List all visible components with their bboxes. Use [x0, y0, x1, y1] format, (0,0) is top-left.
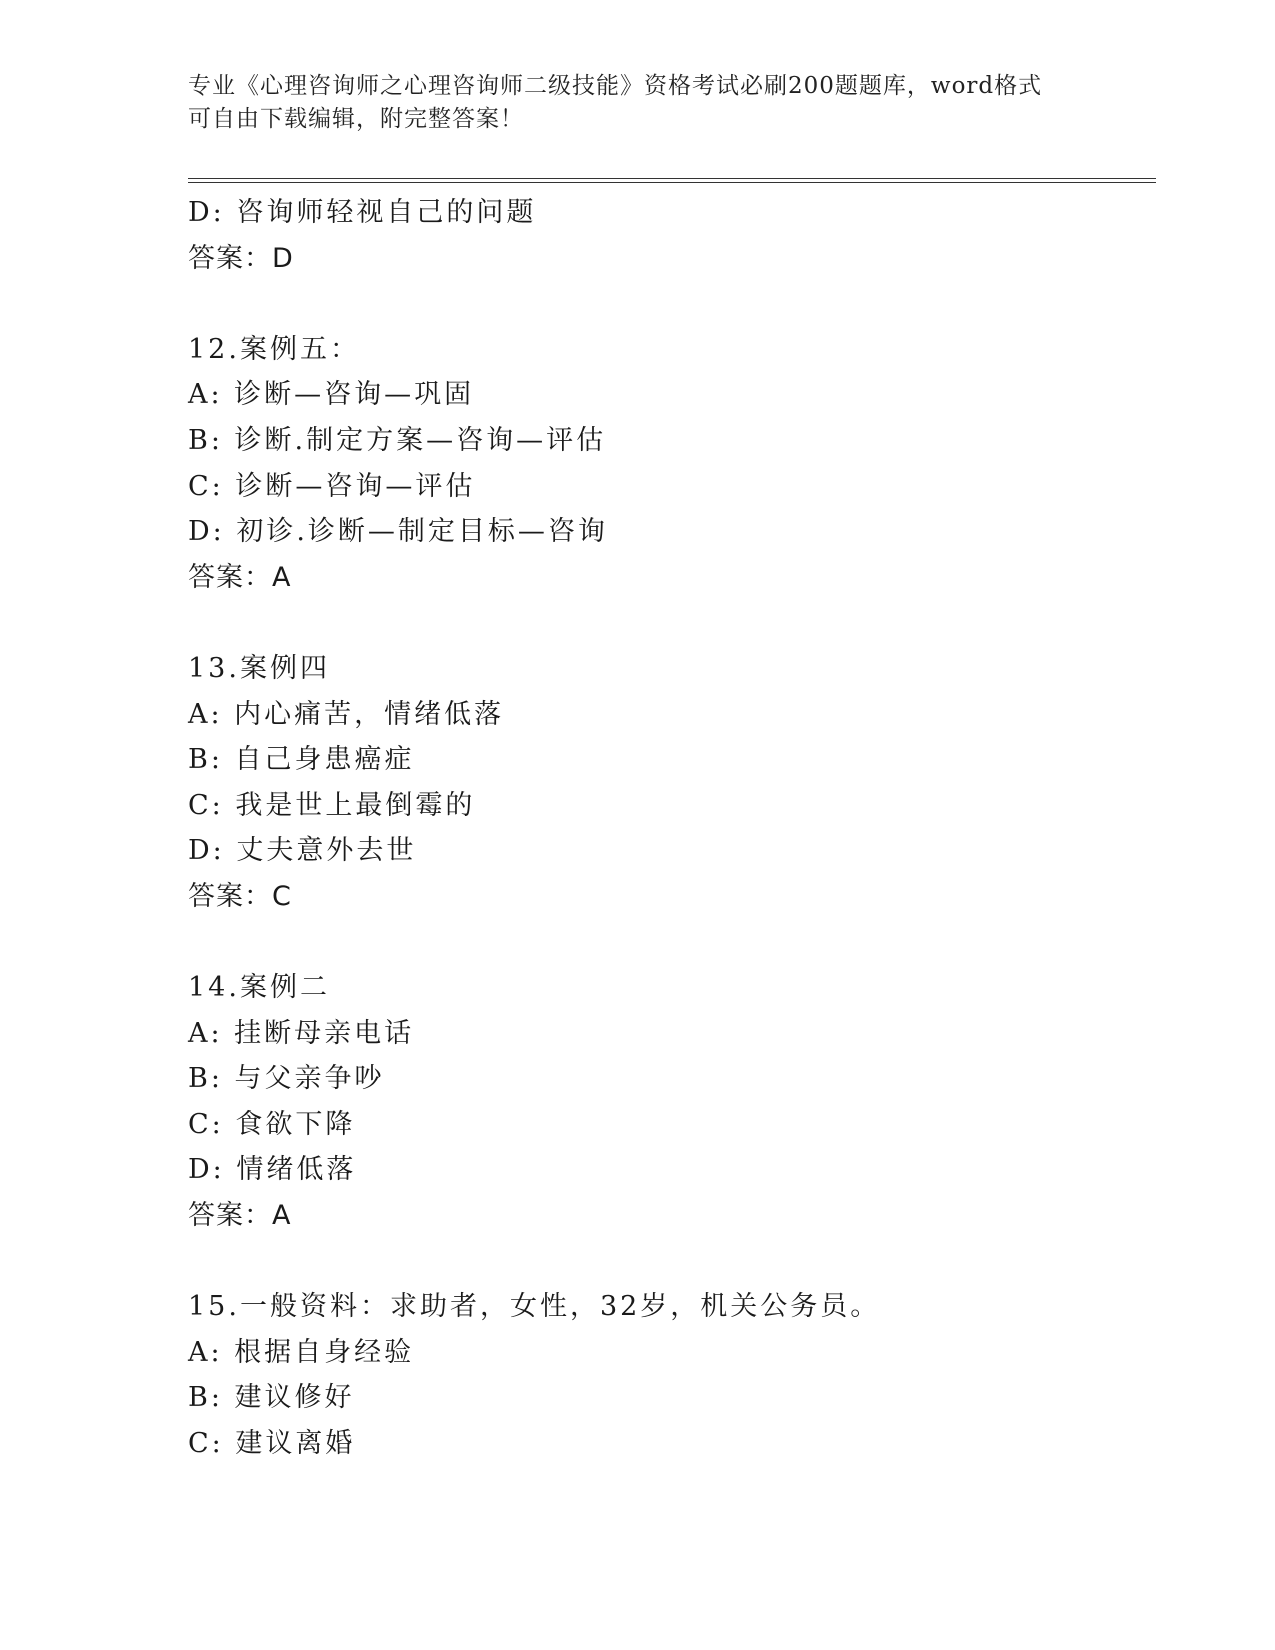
document-header — [188, 70, 1088, 136]
question-line: 15.一般资料：求助者，女性，32岁，机关公务员。 — [188, 1291, 881, 1323]
question-line: D: 情绪低落 — [188, 1154, 357, 1186]
question-line: A: 诊断—咨询—巩固 — [188, 379, 475, 411]
question-line: A: 内心痛苦，情绪低落 — [188, 698, 505, 730]
question-line: 13.案例四 — [188, 652, 330, 684]
header-line-1: 专业《心理咨询师之心理咨询师二级技能》资格考试必刷200题题库，word格式 — [188, 73, 1043, 99]
header-line-2: 可自由下载编辑，附完整答案！ — [188, 106, 524, 132]
question-list — [188, 190, 1156, 1467]
question-line: B: 建议修好 — [188, 1382, 355, 1414]
question-line: C: 诊断—咨询—评估 — [188, 470, 476, 502]
question-line: 12.案例五： — [188, 333, 360, 365]
question-line: B: 与父亲争吵 — [188, 1063, 385, 1095]
question-line: C: 我是世上最倒霉的 — [188, 789, 476, 821]
section-spacer — [188, 1239, 1156, 1285]
question-line: C: 建议离婚 — [188, 1428, 356, 1460]
question-line: C: 食欲下降 — [188, 1108, 356, 1140]
question-line: B: 诊断.制定方案—咨询—评估 — [188, 424, 607, 456]
question-line: A: 挂断母亲电话 — [188, 1017, 415, 1049]
question-line: A: 根据自身经验 — [188, 1336, 415, 1368]
section-spacer — [188, 920, 1156, 966]
answer-line: 答案：D — [188, 242, 294, 274]
section-spacer — [188, 600, 1156, 646]
answer-line: 答案：A — [188, 1200, 292, 1232]
question-line: D: 初诊.诊断—制定目标—咨询 — [188, 516, 608, 548]
question-line: 14.案例二 — [188, 972, 330, 1004]
question-line: B: 自己身患癌症 — [188, 744, 415, 776]
header-divider-top — [188, 178, 1156, 179]
section-spacer — [188, 281, 1156, 327]
answer-line: 答案：C — [188, 880, 292, 912]
question-line: D: 丈夫意外去世 — [188, 835, 417, 867]
question-line: D: 咨询师轻视自己的问题 — [188, 197, 537, 228]
answer-line: 答案：A — [188, 561, 292, 593]
header-divider-bottom — [188, 182, 1156, 183]
